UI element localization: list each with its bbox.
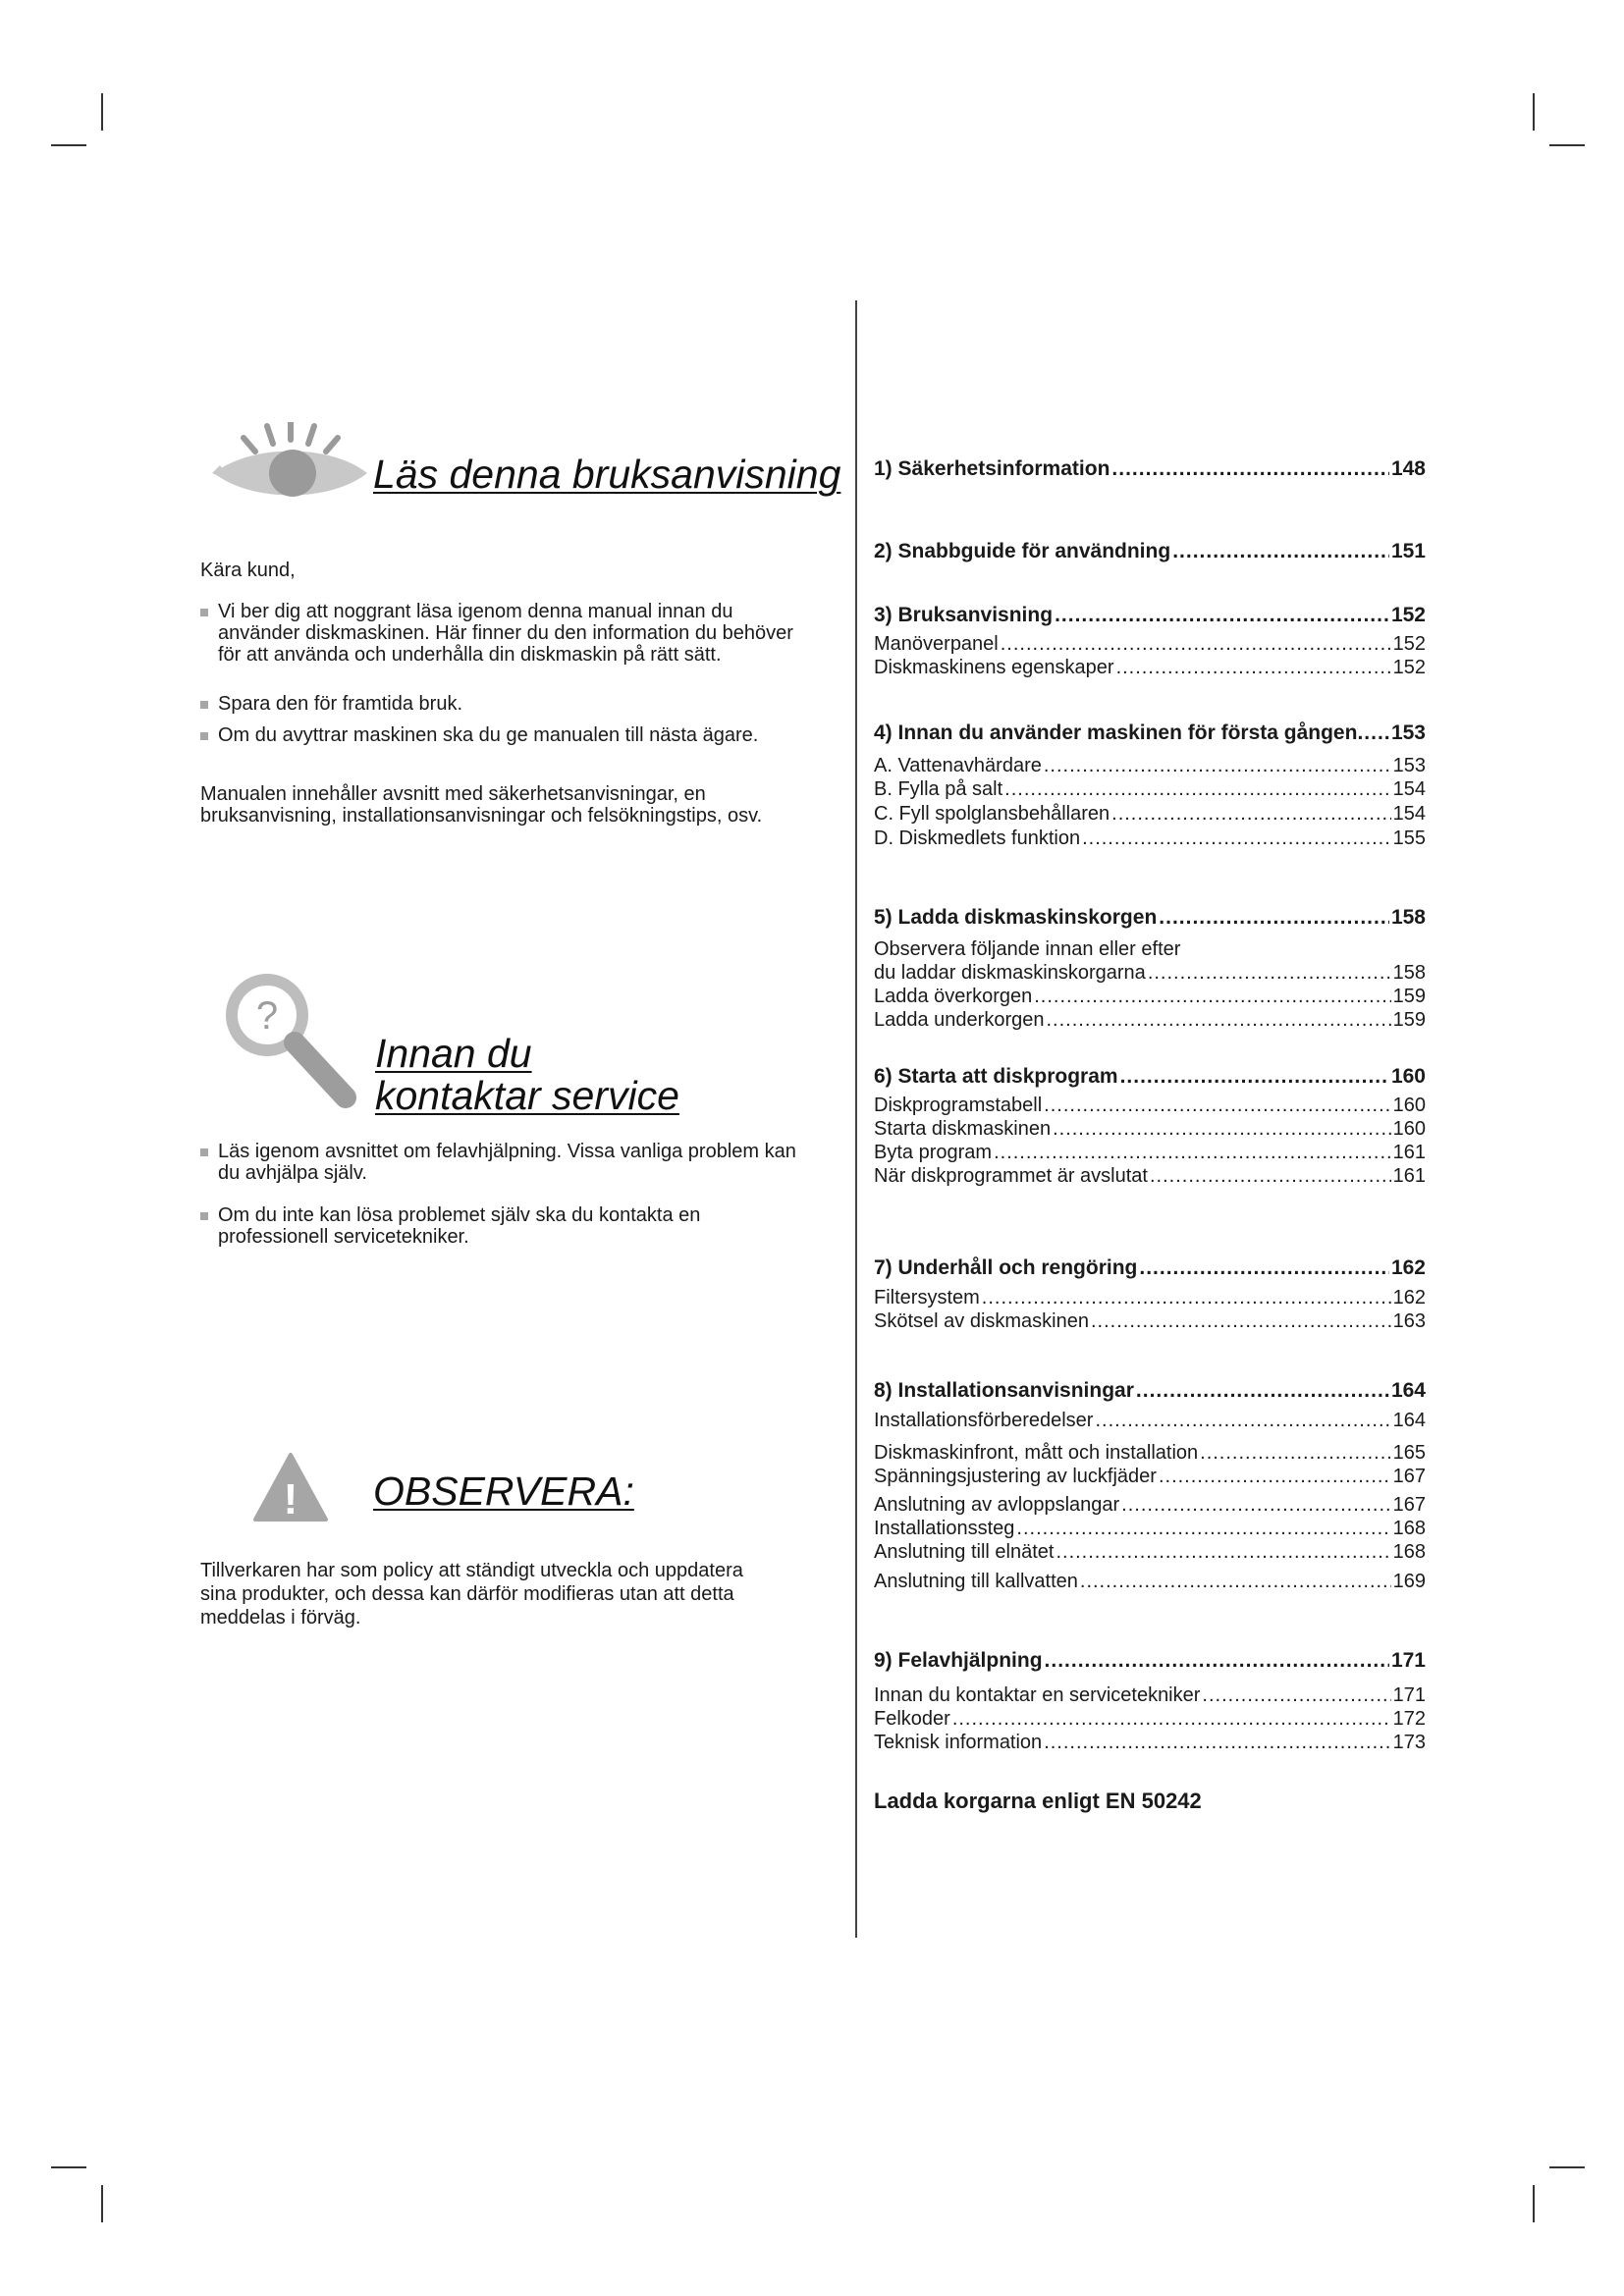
- bullet-text: Vi ber dig att noggrant läsa igenom denna manual innan du använder diskmaskinen. Här finner du den information du behöver för att använda och underhålla din diskmaskin på rätt sätt.: [218, 601, 793, 666]
- list-item: [200, 1141, 809, 1184]
- toc-entry[interactable]: Diskprogramstabell ..... 160: [874, 1095, 1426, 1117]
- policy-paragraph: Tillverkaren har som policy att ständigt utveckla och uppdatera sina produkter, och dessa kan därför modifieras utan att detta meddelas i förväg.: [200, 1560, 743, 1629]
- bullet-square-icon: [200, 701, 208, 709]
- bullet-text: Om du avyttrar maskinen ska du ge manualen till nästa ägare.: [218, 724, 759, 746]
- toc-entry[interactable]: Spänningsjustering av luckfjäder ..... 167: [874, 1466, 1426, 1488]
- toc-entry[interactable]: A. Vattenavhärdare ..... 153: [874, 755, 1426, 777]
- bullet-text: Läs igenom avsnittet om felavhjälpning. Vissa vanliga problem kan du avhjälpa själv.: [218, 1141, 796, 1184]
- toc-entry[interactable]: Installationsförberedelser ..... 164: [874, 1410, 1426, 1432]
- toc-entry[interactable]: C. Fyll spolglansbehållaren ..... 154: [874, 803, 1426, 826]
- toc-heading[interactable]: 2) Snabbguide för användning ..... 151: [874, 540, 1426, 563]
- toc-entry[interactable]: Anslutning av avloppslangar ..... 167: [874, 1494, 1426, 1517]
- section-title-read-manual: Läs denna bruksanvisning: [373, 452, 841, 497]
- bullet-square-icon: [200, 1212, 208, 1220]
- crop-mark: [1533, 93, 1535, 131]
- toc-entry[interactable]: Teknisk information ..... 173: [874, 1732, 1426, 1754]
- toc-heading[interactable]: 1) Säkerhetsinformation ..... 148: [874, 457, 1426, 481]
- section-title-service-line2: kontaktar service: [375, 1073, 679, 1118]
- toc-entry[interactable]: Ladda underkorgen ..... 159: [874, 1009, 1426, 1032]
- greeting: Kära kund,: [200, 560, 296, 581]
- eye-icon: [212, 422, 369, 501]
- toc-entry[interactable]: Diskmaskinfront, mått och installation ..... 165: [874, 1442, 1426, 1465]
- bullet-square-icon: [200, 1148, 208, 1156]
- crop-mark: [51, 2166, 86, 2168]
- list-item: [200, 1204, 809, 1248]
- toc-entry[interactable]: Installationssteg ..... 168: [874, 1518, 1426, 1540]
- crop-mark: [1549, 2166, 1585, 2168]
- toc-entry[interactable]: Ladda överkorgen ..... 159: [874, 986, 1426, 1008]
- toc-entry[interactable]: Byta program ..... 161: [874, 1142, 1426, 1164]
- toc-heading[interactable]: 8) Installationsanvisningar ..... 164: [874, 1379, 1426, 1403]
- warning-icon: [251, 1451, 330, 1523]
- list-item: [200, 724, 809, 746]
- toc-heading[interactable]: 9) Felavhjälpning ..... 171: [874, 1649, 1426, 1673]
- toc-entry-line: Observera följande innan eller efter: [874, 938, 1181, 960]
- list-item: [200, 601, 809, 666]
- en-standard-note: Ladda korgarna enligt EN 50242: [874, 1789, 1202, 1813]
- crop-mark: [101, 2185, 103, 2222]
- toc-entry[interactable]: du laddar diskmaskinskorgarna ..... 158: [874, 962, 1426, 985]
- bullet-square-icon: [200, 732, 208, 740]
- bullet-text: Om du inte kan lösa problemet själv ska du kontakta en professionell servicetekniker.: [218, 1204, 701, 1248]
- toc-heading[interactable]: 6) Starta att diskprogram ..... 160: [874, 1065, 1426, 1089]
- section-title-service-line1: Innan du: [375, 1031, 532, 1076]
- toc-entry[interactable]: Skötsel av diskmaskinen ..... 163: [874, 1310, 1426, 1333]
- toc-entry[interactable]: Felkoder ..... 172: [874, 1708, 1426, 1731]
- exclamation-mark: !: [283, 1475, 298, 1523]
- toc-entry[interactable]: Manöverpanel ..... 152: [874, 633, 1426, 656]
- bullet-text: Spara den för framtida bruk.: [218, 693, 463, 715]
- column-divider: [855, 300, 857, 1938]
- bullet-square-icon: [200, 609, 208, 616]
- toc-entry[interactable]: Filtersystem ..... 162: [874, 1287, 1426, 1309]
- magnifier-question-icon: [218, 972, 385, 1119]
- crop-mark: [51, 144, 86, 146]
- toc-heading[interactable]: 7) Underhåll och rengöring ..... 162: [874, 1256, 1426, 1280]
- toc-entry[interactable]: Innan du kontaktar en servicetekniker ..... 171: [874, 1684, 1426, 1707]
- list-item: [200, 693, 809, 715]
- toc-entry[interactable]: Diskmaskinens egenskaper ..... 152: [874, 657, 1426, 679]
- toc-entry[interactable]: B. Fylla på salt ..... 154: [874, 778, 1426, 801]
- toc-entry[interactable]: Anslutning till kallvatten ..... 169: [874, 1571, 1426, 1593]
- toc-entry[interactable]: Starta diskmaskinen ..... 160: [874, 1118, 1426, 1141]
- toc-heading[interactable]: 4) Innan du använder maskinen för första gången ..... 153: [874, 721, 1426, 745]
- toc-entry[interactable]: När diskprogrammet är avslutat ..... 161: [874, 1165, 1426, 1188]
- crop-mark: [1549, 144, 1585, 146]
- toc-heading[interactable]: 3) Bruksanvisning ..... 152: [874, 604, 1426, 627]
- toc-entry[interactable]: D. Diskmedlets funktion ..... 155: [874, 828, 1426, 850]
- question-mark: ?: [255, 994, 279, 1038]
- intro-paragraph: Manualen innehåller avsnitt med säkerhetsanvisningar, en bruksanvisning, installationsanvisningar och felsökningstips, osv.: [200, 783, 763, 827]
- toc-entry[interactable]: Anslutning till elnätet ..... 168: [874, 1541, 1426, 1564]
- section-title-observera: OBSERVERA:: [373, 1468, 634, 1514]
- crop-mark: [101, 93, 103, 131]
- crop-mark: [1533, 2185, 1535, 2222]
- toc-heading[interactable]: 5) Ladda diskmaskinskorgen ..... 158: [874, 906, 1426, 930]
